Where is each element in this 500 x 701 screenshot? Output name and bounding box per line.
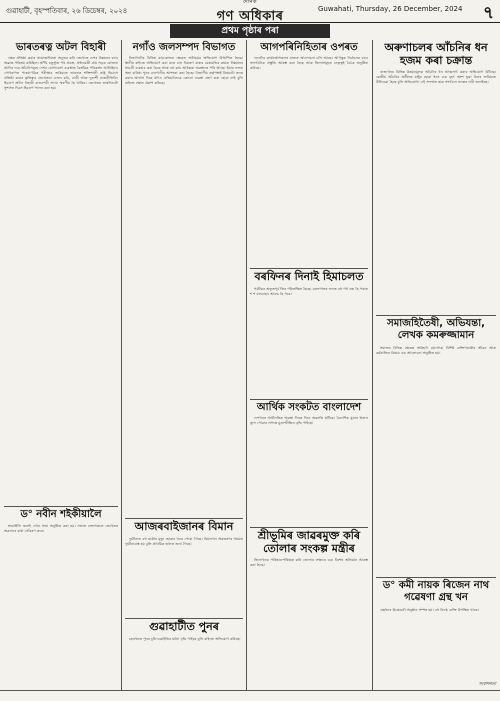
section-divider — [250, 268, 368, 269]
continued-banner: প্ৰথম পৃষ্ঠাৰ পৰা — [170, 24, 330, 38]
arunachal-text: ৰাজ্যখনৰ বিভিন্ন উন্নয়নমূলক আঁচনিৰ ধন আত্মসাৎ কৰাৰ অভিযোগ উঠিছে। কেন্দ্ৰীয় আঁচনিৰ অধীনত মঞ্জুৰ হোৱা ধনৰ এক বৃহৎ অংশ ভুৱা বিলৰ জৰিয়তে উলিওৱা হৈছে বুলি অভিযোগ। এই সন্দৰ্ভত ছাত্ৰ সংগঠনে তদন্তৰ দাবী জনাইছে। — [376, 70, 496, 84]
ministry-headline: নগাঁও জলসম্পদ বিভাগত — [132, 42, 236, 53]
research-headline: ড° কমী নায়ক ৰিজেন নাথ গৱেষণা গ্ৰন্থ খন — [382, 580, 490, 603]
atal-headline: ভাৰতৰত্ন অটল বিহাৰী — [15, 42, 107, 53]
section-divider — [125, 618, 243, 619]
laws-text: সমাজৰ বিভিন্ন ক্ষেত্ৰত অৰিহণা যোগোৱা বিশিষ্ট ব্যক্তিগৰাকীৰ জীৱন আৰু কৰ্মৰাজিৰ বিষয়ে এক আলোচনা অনুষ্ঠিত হয়। — [376, 346, 496, 355]
himachal-text: পৰ্যটকৰ অভূতপূৰ্ব ভিৰ পৰিলক্ষিত হৈছে। বৰফপাতৰ ফলত বহু পথ বন্ধ হৈ পৰাত শ শ যানবাহন আবদ্ধ হৈ পৰে। — [250, 287, 368, 296]
section-divider — [125, 518, 243, 519]
column-divider — [121, 40, 122, 690]
minister-body — [250, 558, 368, 688]
ministry-text: বিভাগটোৰ বিভিন্ন কাম-কাজৰ ক্ষেত্ৰত অনিয়মৰ অভিযোগ উত্থাপিত হৈছে। স্থানীয় ৰাইজে অভিযোগ কৰা মতে বান নিয়ন্ত্ৰণ বান্ধৰ মেৰামতিৰ কামত নিম্নমানৰ সামগ্ৰী ব্যৱহাৰ কৰা হৈছে আৰু বহু কাম আধৰুৱা অৱস্থাতে পৰি আছে। ইয়াৰ ফলত অহা বাৰিষা পুনৰ বানপানীৰ আশংকা কৰা হৈছে। বিভাগীয় কৰ্তৃপক্ষই বিষয়টো তদন্ত কৰাৰ আশ্বাস দিছে যদিও এতিয়ালৈকে কোনো ব্যৱস্থা গ্ৰহণ কৰা হোৱা নাই বুলি ৰাইজে ক্ষোভ প্ৰকাশ কৰিছে। — [125, 56, 243, 85]
page-header — [0, 0, 500, 23]
research-body — [376, 608, 496, 678]
date-left: গুৱাহাটী, বৃহস্পতিবাৰ, ২৬ ডিচেম্বৰ, ২০২৪ — [6, 7, 128, 15]
section-divider — [250, 527, 368, 528]
minister-headline: শ্ৰীভূমিৰ জাৱৰমুক্ত কৰি তোলাৰ সংকল্প মন্ত্ৰীৰ — [257, 529, 361, 555]
economy-text: দেশখনৰ অৰ্থনৈতিক অৱস্থা দিনক দিনে অৱনতি ঘটিছে। বৈদেশিক মুদ্ৰাৰ ভঁৰাল হ্ৰাস পোৱাৰ লগতে মুদ্ৰাস্ফীতিও বৃদ্ধি পাইছে। — [250, 416, 368, 425]
research-text: গ্ৰন্থখনৰ উন্মোচনী অনুষ্ঠান সম্পন্ন হয়। বহু বিদগ্ধ ব্যক্তি উপস্থিত থাকে। — [380, 608, 479, 612]
guwahati-headline: গুৱাহাটীত পুনৰ — [149, 620, 219, 633]
section-divider — [4, 506, 118, 507]
nabin-headline: ড° নবীন শইকীয়ালৈ — [20, 509, 102, 520]
himachal-body — [250, 287, 368, 397]
signature: সংবাদদাতা — [478, 681, 496, 686]
nabin-body — [4, 524, 118, 688]
nabin-text: শ্ৰদ্ধাঞ্জলি জনাই এখন সভা অনুষ্ঠিত কৰা হয়। সভাত বক্তাসকলে তেখেতৰ অৱদানৰ কথা সোঁৱৰণ কৰে। — [4, 524, 118, 533]
section-divider — [376, 315, 496, 316]
column-divider — [372, 40, 373, 690]
economy-body — [250, 416, 368, 524]
aerial-headline: আজৰবাইজানৰ বিমান — [134, 520, 234, 533]
laws-headline: সমাজহিতৈষী, অভিযন্তা, লেখক কমৰুজ্জামান — [387, 318, 485, 341]
ministry-body — [125, 56, 243, 516]
agp-text: দলটোৰ কাৰ্যকৰ্তাসকলৰ মাজত আলোচনা চলি আছে। আগন্তুক নিৰ্বাচনৰ বাবে সাংগঠনিক প্ৰস্তুতি আৰম্ভ কৰা হৈছে আৰু জিলাসমূহত নেতৃত্বই বৈঠক অনুষ্ঠিত কৰিছে। — [250, 56, 368, 70]
page-number: ৭ — [482, 3, 494, 23]
aerial-body — [125, 537, 243, 615]
date-right: Guwahati, Thursday, 26 December, 2024 — [318, 5, 463, 13]
agp-headline: আগপৰিনিহিতাৰ ওপৰত — [260, 42, 358, 53]
atal-text: ক্ষেত্ৰ প্ৰতিষ্ঠা কৰাৰ প্ৰয়োজনীয়তা অনুভৱ কৰি তেখেতে দেশৰ উন্নয়নৰ বাবে অক্লান্ত পৰিশ্ৰম কৰিছিল। স্বৰ্ণিম চতুৰ্ভুজ পথ প্ৰকল্প, প্ৰধানমন্ত্ৰী গ্ৰাম সড়ক যোজনা আদিৰ দৰে আঁচনিসমূহে দেশৰ যোগাযোগ ব্যৱস্থাত বৈপ্লৱিক পৰিৱৰ্তন আনিছিল। পোখৰাণত পাৰমাণৱিক পৰীক্ষাৰ জৰিয়তে ভাৰতক শক্তিশালী ৰাষ্ট্ৰ হিচাপে প্ৰতিষ্ঠা কৰাৰ কৃতিত্বও তেখেতৰ। এজন কবি, বাগ্মী আৰু দূৰদৰ্শী ৰাজনীতিবিদ হিচাপে অটল বিহাৰী বাজপেয়ী সদায় স্মৰণীয় হৈ থাকিব। তেখেতৰ জন্মদিনটো সুশাসন দিৱস হিচাপে পালন কৰা হয়। — [4, 56, 118, 90]
guwahati-body — [125, 637, 243, 687]
economy-headline: আৰ্থিক সংকটত বাংলাদেশ — [256, 402, 362, 413]
column-divider — [246, 40, 247, 690]
arunachal-body — [376, 70, 496, 312]
footer-rule — [0, 690, 500, 701]
section-divider — [250, 399, 368, 400]
section-divider — [376, 577, 496, 578]
himachal-headline: বৰফিনৰ দিনাই হিমাচলত — [254, 270, 364, 283]
masthead-small: দৈনিক — [242, 0, 258, 5]
guwahati-text: চহৰখনত পুনৰ চুৰি-ডকাইতিৰ ঘটনা বৃদ্ধি পাইছে বুলি ৰাইজে অভিযোগ কৰিছে। — [129, 637, 241, 641]
minister-text: জিলাখনক পৰিষ্কাৰ-পৰিচ্ছন্ন কৰি তোলাৰ লক্ষ্যৰে এক বিশেষ অভিযান আৰম্ভ কৰা হৈছে। — [250, 558, 368, 567]
atal-body — [4, 56, 118, 504]
agp-body — [250, 56, 368, 266]
aerial-text: দুৰ্ঘটনাত বহু যাত্ৰীৰ মৃত্যু হোৱাৰ খবৰ পোৱা গৈছে। বিমানখন অৱতৰণৰ সময়ত দুৰ্ঘটনাগ্ৰস্ত হয় বুলি প্ৰাথমিক তথ্যত জনা গৈছে। — [125, 537, 243, 546]
arunachal-headline: অৰুণাচলৰ আঁচনিৰ ধন হজম কৰা চক্ৰান্ত — [384, 41, 488, 67]
masthead-title: গণ অধিকাৰ — [216, 9, 284, 24]
laws-body — [376, 346, 496, 574]
